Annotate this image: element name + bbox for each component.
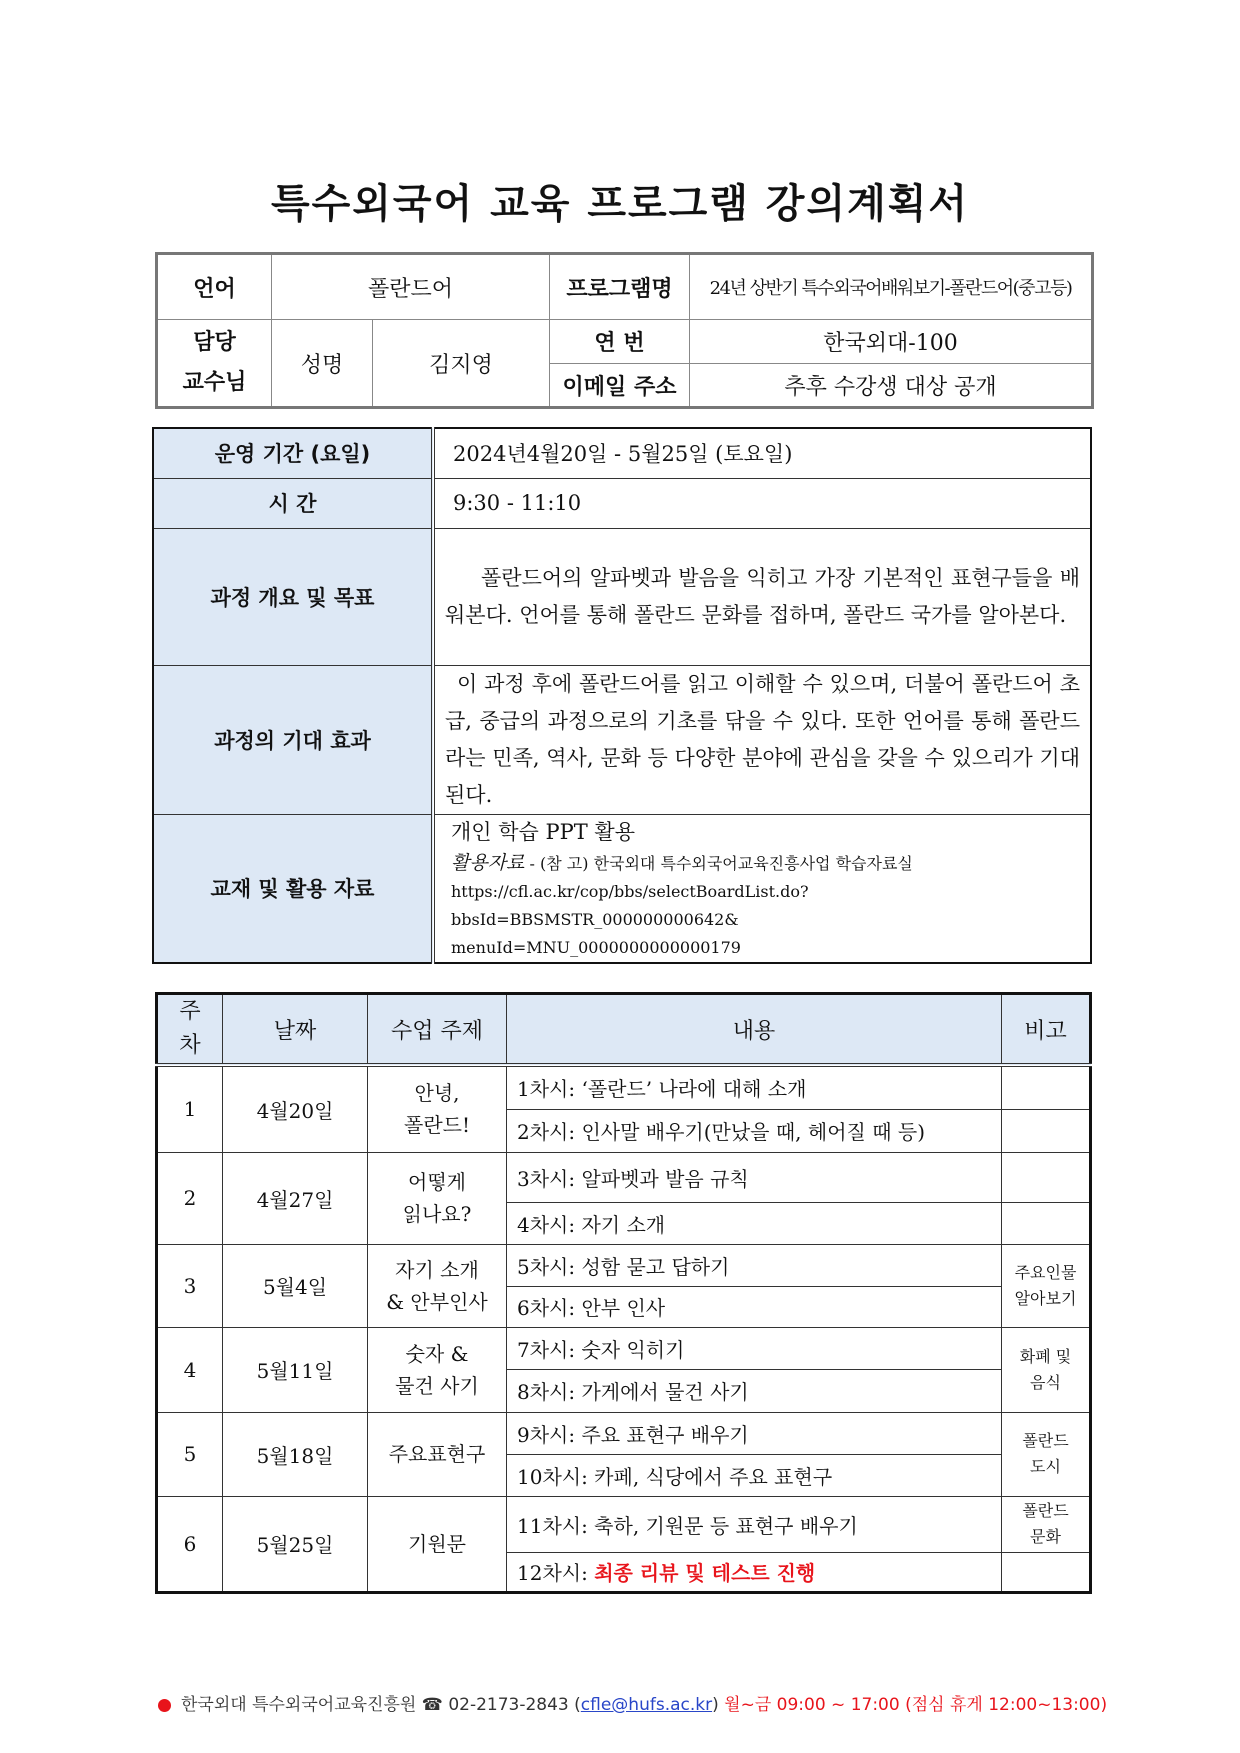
- material-url-2: menuId=MNU_0000000000000179: [451, 937, 741, 957]
- topic-line: 폴란드!: [404, 1113, 470, 1138]
- note-line: 화폐 및: [1019, 1346, 1072, 1366]
- language-value: 폴란드어: [272, 254, 550, 320]
- footer-email-link[interactable]: cfle@hufs.ac.kr: [580, 1695, 713, 1715]
- professor-label: [157, 320, 272, 408]
- material-reference: - (참 고) 한국외대 특수외국어교육진흥사업 학습자료실: [524, 853, 913, 873]
- date-cell: 5월18일: [223, 1412, 368, 1496]
- topic-line: 숫자 &: [405, 1341, 469, 1366]
- content-text: 2차시: 인사말 배우기(만났을 때, 헤어질 때 등): [517, 1120, 926, 1144]
- note-cell: [1002, 1065, 1091, 1109]
- goal-label: 과정 개요 및 목표: [153, 528, 433, 665]
- overview-table: [152, 427, 1092, 964]
- week-cell: 5: [157, 1412, 223, 1496]
- schedule-row: [157, 1412, 1091, 1454]
- note-line: 알아보기: [1014, 1288, 1077, 1308]
- note-line: 폴란드: [1022, 1431, 1069, 1450]
- page-title: 특수외국어 교육 프로그램 강의계획서: [270, 181, 970, 227]
- topic-line: & 안부인사: [386, 1289, 488, 1314]
- schedule-table: [155, 992, 1092, 1594]
- header-week: [157, 994, 223, 1066]
- content-text: 8차시: 가게에서 물건 사기: [517, 1380, 749, 1404]
- material-label: 교재 및 활용 자료: [153, 814, 433, 963]
- email-value: 추후 수강생 대상 공개: [690, 364, 1093, 408]
- note-line: 음식: [1030, 1372, 1061, 1392]
- topic-line: 주요표현구: [388, 1442, 486, 1466]
- date-cell: 5월4일: [223, 1244, 368, 1327]
- topic-cell: [368, 1496, 507, 1592]
- note-cell: [1002, 1244, 1091, 1327]
- note-cell: [1002, 1552, 1091, 1592]
- topic-cell: [368, 1152, 507, 1244]
- content-cell: [507, 1202, 1002, 1244]
- content-highlight: 최종 리뷰 및 테스트 진행: [594, 1561, 816, 1585]
- note-line: 폴란드: [1022, 1501, 1069, 1520]
- content-cell: 7차시: 숫자 익히기: [507, 1327, 1002, 1369]
- content-text: 10차시: 카페, 식당에서 주요 표현구: [517, 1464, 833, 1489]
- topic-line: 어떻게: [408, 1170, 466, 1194]
- week-cell: 2: [157, 1152, 223, 1244]
- date-cell: 5월11일: [223, 1327, 368, 1412]
- note-cell: [1002, 1327, 1091, 1412]
- footer: 한국외대 특수외국어교육진흥원 ☎ 02-2173-2843 (cfle@hufs.ac.kr) 월~금 09:00 ~ 17:00 (점심 휴게 12:00~13:00): [158, 1690, 1107, 1715]
- note-cell: [1002, 1412, 1091, 1496]
- effect-value: 이 과정 후에 폴란드어를 읽고 이해할 수 있으며, 더불어 폴란드어 초급, 중급의 과정으로의 기초를 닦을 수 있다. 또한 언어를 통해 폴란드라는 민족, 역사, 문화 등 다양한 분야에 관심을 갖을 수 있으리가 기대된다.: [433, 665, 1091, 814]
- note-cell: [1002, 1496, 1091, 1552]
- note-line: 도시: [1030, 1457, 1061, 1476]
- content-cell: [507, 1286, 1002, 1327]
- content-text: 6차시: 안부 인사: [517, 1296, 666, 1320]
- content-cell: 3차시: 알파벳과 발음 규칙: [507, 1152, 1002, 1202]
- content-cell: [507, 1369, 1002, 1412]
- content-cell: 1차시: ‘폴란드’ 나라에 대해 소개: [507, 1065, 1002, 1109]
- week-cell: 1: [157, 1065, 223, 1152]
- info-table: [155, 252, 1094, 409]
- week-cell: 4: [157, 1327, 223, 1412]
- name-value: 김지영: [373, 320, 550, 408]
- time-value: 9:30 - 11:10: [433, 478, 1091, 528]
- effect-label: 과정의 기대 효과: [153, 665, 433, 814]
- bullet-icon: [158, 1699, 171, 1712]
- content-cell: 9차시: 주요 표현구 배우기: [507, 1412, 1002, 1454]
- content-cell: [507, 1552, 1002, 1592]
- content-cell: 5차시: 성함 묻고 답하기: [507, 1244, 1002, 1286]
- topic-cell: [368, 1065, 507, 1152]
- footer-org: 한국외대 특수외국어교육진흥원: [181, 1695, 417, 1715]
- time-label: 시 간: [153, 478, 433, 528]
- week-cell: 6: [157, 1496, 223, 1592]
- content-cell: [507, 1454, 1002, 1496]
- note-line: 문화: [1030, 1527, 1061, 1546]
- schedule-row: [157, 1244, 1091, 1286]
- program-label: 프로그램명: [550, 254, 690, 320]
- period-label: 운영 기간 (요일): [153, 428, 433, 478]
- topic-cell: [368, 1327, 507, 1412]
- note-cell: [1002, 1109, 1091, 1152]
- material-line-1: 개인 학습 PPT 활용: [451, 819, 636, 844]
- topic-cell: [368, 1412, 507, 1496]
- content-text: 4차시: 자기 소개: [517, 1212, 666, 1237]
- phone-icon: ☎: [421, 1695, 443, 1715]
- note-cell: [1002, 1152, 1091, 1202]
- header-date: 날짜: [223, 994, 368, 1066]
- content-cell: [507, 1109, 1002, 1152]
- note-cell: [1002, 1202, 1091, 1244]
- language-label: 언어: [157, 254, 272, 320]
- date-cell: 4월20일: [223, 1065, 368, 1152]
- topic-line: 읽나요?: [402, 1202, 472, 1226]
- header-week-1: 주: [179, 999, 201, 1024]
- content-cell: 11차시: 축하, 기원문 등 표현구 배우기: [507, 1496, 1002, 1552]
- period-value: 2024년4월20일 - 5월25일 (토요일): [433, 428, 1091, 478]
- schedule-row: [157, 1327, 1091, 1369]
- topic-cell: [368, 1244, 507, 1327]
- name-label: 성명: [272, 320, 373, 408]
- schedule-row: [157, 1496, 1091, 1552]
- week-cell: 3: [157, 1244, 223, 1327]
- phone-value: 한국외대-100: [690, 320, 1093, 364]
- topic-line: 안녕,: [414, 1081, 460, 1106]
- schedule-row: [157, 1065, 1091, 1109]
- material-value: [433, 814, 1091, 963]
- topic-line: 자기 소개: [395, 1257, 479, 1282]
- program-value: 24년 상반기 특수외국어배워보기-폴란드어(중고등): [690, 254, 1093, 320]
- footer-hours: 월~금 09:00 ~ 17:00 (점심 휴게 12:00~13:00): [724, 1695, 1108, 1715]
- schedule-row: [157, 1152, 1091, 1202]
- content-prefix: 12차시:: [517, 1561, 595, 1585]
- header-note: 비고: [1002, 994, 1091, 1066]
- topic-line: 기원문: [408, 1531, 466, 1556]
- header-week-2: 차: [179, 1033, 201, 1058]
- phone-label: 연 번: [550, 320, 690, 364]
- date-cell: 5월25일: [223, 1496, 368, 1592]
- date-cell: 4월27일: [223, 1152, 368, 1244]
- material-url-1: https://cfl.ac.kr/cop/bbs/selectBoardList.do?bbsId=BBSMSTR_000000000642&: [451, 881, 809, 929]
- professor-label-1: 담당: [193, 330, 236, 355]
- header-topic: 수업 주제: [368, 994, 507, 1066]
- note-line: 주요인물: [1014, 1262, 1077, 1282]
- material-line-2: [451, 849, 1090, 878]
- header-content: 내용: [507, 994, 1002, 1066]
- material-italic: 활용자료: [451, 851, 525, 874]
- topic-line: 물건 사기: [395, 1373, 479, 1398]
- footer-phone: 02-2173-2843: [448, 1695, 569, 1715]
- email-label: 이메일 주소: [550, 364, 690, 408]
- professor-label-2: 교수님: [182, 370, 247, 395]
- goal-value: 폴란드어의 알파벳과 발음을 익히고 가장 기본적인 표현구들을 배워본다. 언어를 통해 폴란드 문화를 접하며, 폴란드 국가를 알아본다.: [433, 528, 1091, 665]
